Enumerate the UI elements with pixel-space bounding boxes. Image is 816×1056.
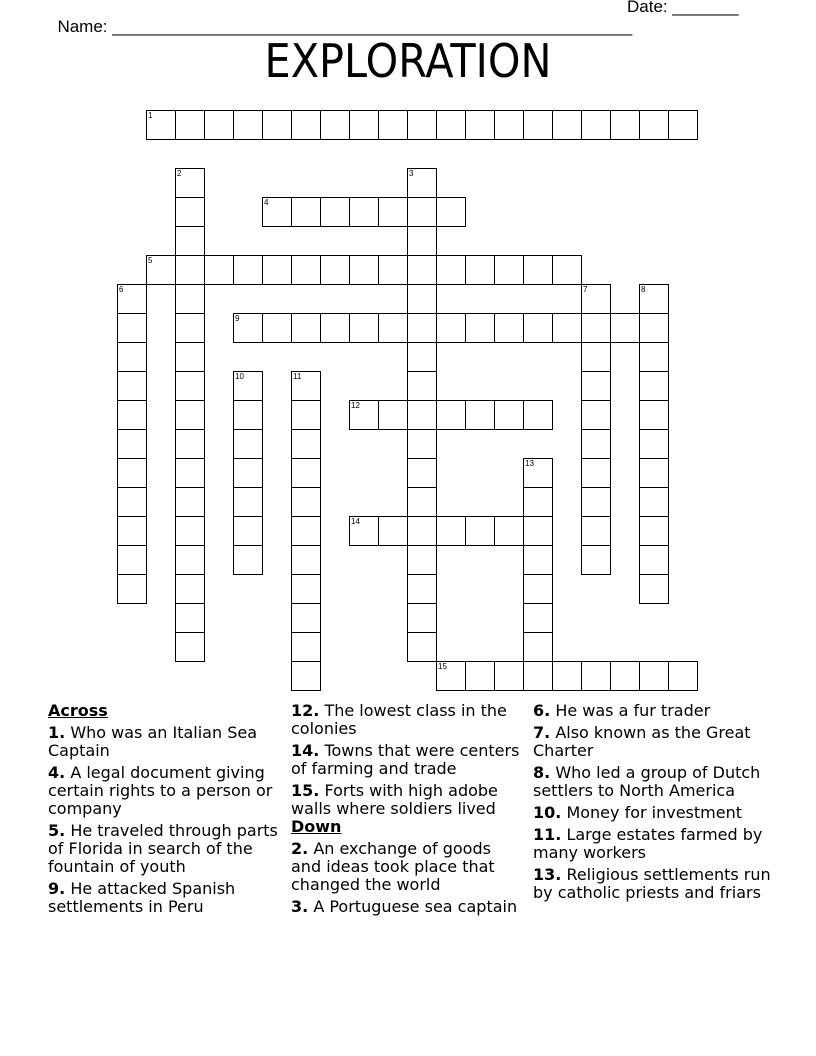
grid-cell[interactable] — [465, 400, 495, 430]
grid-cell[interactable] — [291, 429, 321, 459]
clue-across-5: 5. He traveled through parts of Florida in search of the fountain of youth — [48, 821, 278, 876]
grid-cell[interactable] — [262, 255, 292, 285]
grid-cell[interactable] — [117, 574, 147, 604]
grid-cell[interactable] — [407, 400, 437, 430]
grid-cell[interactable] — [581, 342, 611, 372]
grid-cell[interactable] — [523, 632, 553, 662]
grid-cell[interactable] — [581, 661, 611, 691]
grid-cell[interactable] — [523, 313, 553, 343]
grid-cell[interactable] — [262, 110, 292, 140]
grid-cell[interactable] — [233, 487, 263, 517]
grid-cell[interactable] — [407, 284, 437, 314]
grid-cell[interactable] — [465, 110, 495, 140]
grid-cell[interactable] — [233, 516, 263, 546]
grid-cell[interactable] — [320, 197, 350, 227]
clue-down-3: 3. A Portuguese sea captain — [291, 897, 518, 916]
grid-cell[interactable] — [117, 487, 147, 517]
clue-number-6: 6 — [119, 285, 124, 294]
clue-number-10: 10 — [235, 372, 244, 381]
grid-cell[interactable] — [233, 255, 263, 285]
grid-cell[interactable] — [523, 603, 553, 633]
grid-cell[interactable] — [117, 429, 147, 459]
grid-cell[interactable] — [407, 516, 437, 546]
grid-cell[interactable] — [639, 487, 669, 517]
clue-down-13: 13. Religious settlements run by catholic priests and friars — [533, 865, 771, 902]
grid-cell[interactable] — [610, 313, 640, 343]
grid-cell[interactable] — [581, 429, 611, 459]
grid-cell[interactable] — [581, 516, 611, 546]
grid-cell[interactable] — [291, 110, 321, 140]
grid-cell[interactable] — [465, 661, 495, 691]
grid-cell[interactable] — [117, 458, 147, 488]
grid-cell[interactable] — [349, 110, 379, 140]
grid-cell[interactable] — [233, 458, 263, 488]
grid-cell[interactable] — [378, 400, 408, 430]
grid-cell[interactable] — [291, 632, 321, 662]
clue-number-7: 7 — [583, 285, 588, 294]
grid-cell[interactable] — [407, 226, 437, 256]
grid-cell[interactable] — [552, 255, 582, 285]
grid-cell[interactable] — [523, 110, 553, 140]
grid-cell[interactable] — [523, 255, 553, 285]
clue-down-6: 6. He was a fur trader — [533, 701, 711, 720]
grid-cell[interactable] — [291, 458, 321, 488]
grid-cell[interactable] — [407, 255, 437, 285]
clues-column-3 — [533, 702, 773, 906]
clue-down-10: 10. Money for investment — [533, 803, 743, 822]
grid-cell[interactable] — [233, 110, 263, 140]
grid-cell[interactable] — [233, 400, 263, 430]
header — [48, 0, 768, 36]
clue-number-15: 15 — [438, 662, 447, 671]
grid-cell[interactable] — [291, 574, 321, 604]
grid-cell[interactable] — [291, 400, 321, 430]
grid-cell[interactable] — [407, 632, 437, 662]
grid-cell[interactable] — [175, 371, 205, 401]
grid-cell[interactable] — [668, 110, 698, 140]
grid-cell[interactable] — [581, 371, 611, 401]
clue-across-14: 14. Towns that were centers of farming and trade — [291, 741, 520, 778]
grid-cell[interactable] — [175, 400, 205, 430]
grid-cell[interactable] — [581, 110, 611, 140]
grid-cell[interactable] — [581, 313, 611, 343]
grid-cell[interactable] — [349, 313, 379, 343]
grid-cell[interactable] — [320, 110, 350, 140]
grid-cell[interactable] — [378, 313, 408, 343]
grid-cell[interactable] — [639, 342, 669, 372]
clue-number-8: 8 — [641, 285, 646, 294]
grid-cell[interactable] — [117, 400, 147, 430]
grid-cell[interactable] — [436, 197, 466, 227]
grid-cell[interactable] — [668, 661, 698, 691]
grid-cell[interactable] — [378, 255, 408, 285]
clue-down-2: 2. An exchange of goods and ideas took place that changed the world — [291, 839, 495, 894]
clue-number-13: 13 — [525, 459, 534, 468]
grid-cell[interactable] — [407, 197, 437, 227]
grid-cell[interactable] — [175, 574, 205, 604]
grid-cell[interactable] — [262, 313, 292, 343]
grid-cell[interactable] — [407, 545, 437, 575]
clues-column-2 — [291, 702, 523, 920]
grid-cell[interactable] — [407, 342, 437, 372]
clue-number-2: 2 — [177, 169, 182, 178]
grid-cell[interactable] — [494, 400, 524, 430]
clue-across-9: 9. He attacked Spanish settlements in Peru — [48, 879, 236, 916]
grid-cell[interactable] — [407, 574, 437, 604]
grid-cell[interactable] — [581, 400, 611, 430]
grid-cell[interactable] — [117, 313, 147, 343]
grid-cell[interactable] — [552, 313, 582, 343]
grid-cell[interactable] — [494, 313, 524, 343]
grid-cell[interactable] — [349, 197, 379, 227]
down-heading: Down — [291, 817, 342, 836]
grid-cell[interactable] — [291, 255, 321, 285]
name-label: Name: _______________________________________________________ — [57, 17, 633, 36]
page-title: EXPLORATION — [264, 34, 552, 88]
clue-across-1: 1. Who was an Italian Sea Captain — [48, 723, 258, 760]
clue-number-12: 12 — [351, 401, 360, 410]
clue-number-14: 14 — [351, 517, 360, 526]
clue-number-11: 11 — [293, 372, 302, 381]
grid-cell[interactable] — [291, 516, 321, 546]
grid-cell[interactable] — [175, 632, 205, 662]
grid-cell[interactable] — [639, 661, 669, 691]
grid-cell[interactable] — [610, 110, 640, 140]
grid-cell[interactable] — [523, 574, 553, 604]
grid-cell[interactable] — [639, 516, 669, 546]
grid-cell[interactable] — [494, 661, 524, 691]
grid-cell[interactable] — [465, 255, 495, 285]
grid-cell[interactable] — [291, 661, 321, 691]
grid-cell[interactable] — [117, 545, 147, 575]
grid-cell[interactable] — [117, 342, 147, 372]
clue-across-12: 12. The lowest class in the colonies — [291, 701, 507, 738]
grid-cell[interactable] — [175, 603, 205, 633]
grid-cell[interactable] — [436, 110, 466, 140]
grid-cell[interactable] — [349, 255, 379, 285]
grid-cell[interactable] — [407, 110, 437, 140]
grid-cell[interactable] — [175, 110, 205, 140]
grid-cell[interactable] — [639, 458, 669, 488]
grid-cell[interactable] — [610, 661, 640, 691]
grid-cell[interactable] — [407, 487, 437, 517]
grid-cell[interactable] — [639, 545, 669, 575]
grid-cell[interactable] — [175, 429, 205, 459]
clue-across-4: 4. A legal document giving certain rights to a person or company — [48, 763, 273, 818]
grid-cell[interactable] — [117, 371, 147, 401]
grid-cell[interactable] — [639, 429, 669, 459]
clue-across-15: 15. Forts with high adobe walls where soldiers lived — [291, 781, 498, 818]
grid-cell[interactable] — [494, 110, 524, 140]
clue-number-5: 5 — [148, 256, 153, 265]
grid-cell[interactable] — [175, 458, 205, 488]
grid-cell[interactable] — [117, 516, 147, 546]
grid-cell[interactable] — [436, 516, 466, 546]
grid-cell[interactable] — [320, 313, 350, 343]
grid-cell[interactable] — [523, 516, 553, 546]
grid-cell[interactable] — [407, 313, 437, 343]
grid-cell[interactable] — [494, 255, 524, 285]
grid-cell[interactable] — [378, 516, 408, 546]
grid-cell[interactable] — [175, 487, 205, 517]
grid-cell[interactable] — [639, 400, 669, 430]
grid-cell[interactable] — [523, 487, 553, 517]
grid-cell[interactable] — [378, 110, 408, 140]
grid-cell[interactable] — [639, 110, 669, 140]
grid-cell[interactable] — [320, 255, 350, 285]
grid-cell[interactable] — [523, 400, 553, 430]
grid-cell[interactable] — [175, 226, 205, 256]
grid-cell[interactable] — [204, 255, 234, 285]
clues-column-1 — [48, 702, 284, 920]
grid-cell[interactable] — [407, 458, 437, 488]
grid-cell[interactable] — [175, 545, 205, 575]
grid-cell[interactable] — [639, 313, 669, 343]
clue-number-9: 9 — [235, 314, 240, 323]
grid-cell[interactable] — [378, 197, 408, 227]
across-heading: Across — [48, 701, 108, 720]
grid-cell[interactable] — [407, 371, 437, 401]
grid-cell[interactable] — [291, 197, 321, 227]
grid-cell[interactable] — [436, 255, 466, 285]
grid-cell[interactable] — [523, 545, 553, 575]
grid-cell[interactable] — [494, 516, 524, 546]
grid-cell[interactable] — [291, 603, 321, 633]
grid-cell[interactable] — [407, 429, 437, 459]
grid-cell[interactable] — [175, 197, 205, 227]
grid-cell[interactable] — [291, 487, 321, 517]
grid-cell[interactable] — [291, 545, 321, 575]
clue-number-3: 3 — [409, 169, 414, 178]
grid-cell[interactable] — [233, 429, 263, 459]
grid-cell[interactable] — [233, 545, 263, 575]
grid-cell[interactable] — [175, 313, 205, 343]
date-label: Date: _______ — [627, 0, 739, 16]
grid-cell[interactable] — [291, 313, 321, 343]
grid-cell[interactable] — [581, 487, 611, 517]
grid-cell[interactable] — [175, 284, 205, 314]
grid-cell[interactable] — [465, 313, 495, 343]
grid-cell[interactable] — [175, 516, 205, 546]
clue-down-8: 8. Who led a group of Dutch settlers to North America — [533, 763, 761, 800]
clue-number-4: 4 — [264, 198, 269, 207]
grid-cell[interactable] — [581, 545, 611, 575]
grid-cell[interactable] — [204, 110, 234, 140]
grid-cell[interactable] — [639, 371, 669, 401]
grid-cell[interactable] — [175, 342, 205, 372]
grid-cell[interactable] — [581, 458, 611, 488]
grid-cell[interactable] — [523, 661, 553, 691]
grid-cell[interactable] — [465, 516, 495, 546]
clue-down-7: 7. Also known as the Great Charter — [533, 723, 751, 760]
grid-cell[interactable] — [175, 255, 205, 285]
grid-cell[interactable] — [436, 400, 466, 430]
grid-cell[interactable] — [552, 110, 582, 140]
grid-cell[interactable] — [436, 313, 466, 343]
clue-down-11: 11. Large estates farmed by many workers — [533, 825, 763, 862]
grid-cell[interactable] — [407, 603, 437, 633]
grid-cell[interactable] — [552, 661, 582, 691]
grid-cell[interactable] — [639, 574, 669, 604]
clue-number-1: 1 — [148, 111, 153, 120]
